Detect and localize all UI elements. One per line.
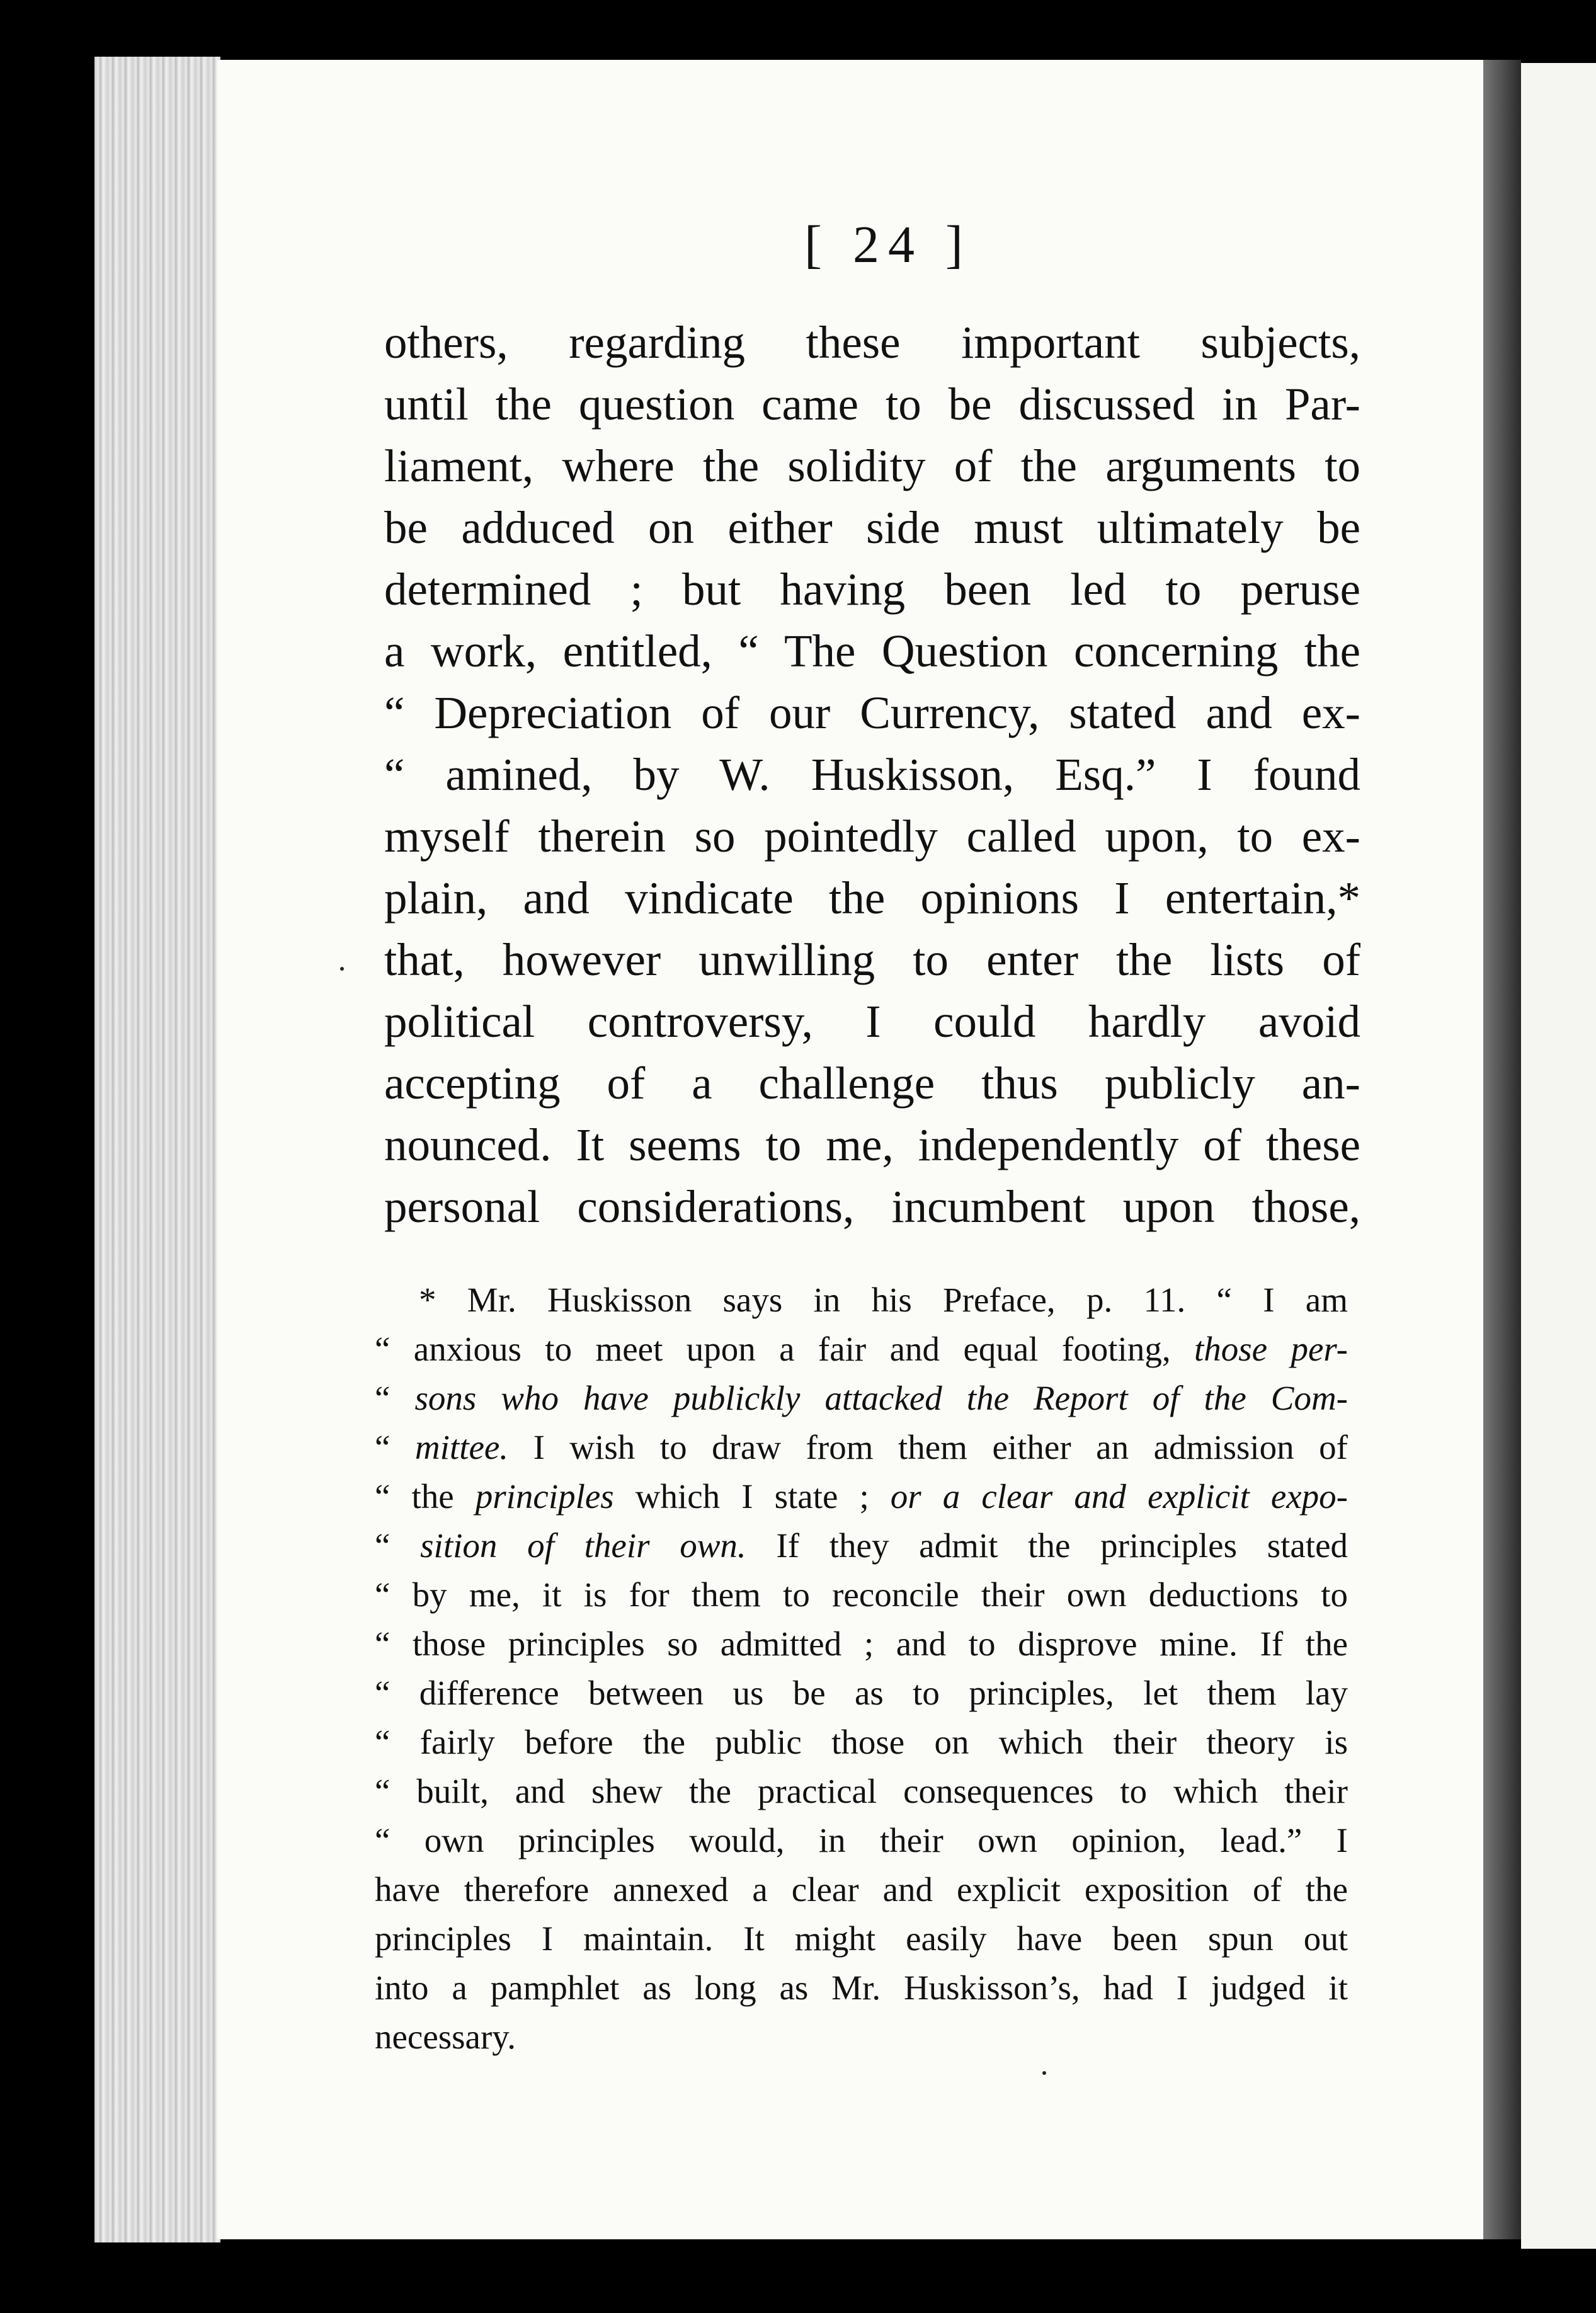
footnote-run: have therefore annexed a clear and explicit exposition of the	[375, 1870, 1348, 1909]
footnote-italic-run: sition of their own.	[420, 1526, 746, 1565]
footnote-block	[375, 1276, 1348, 2062]
footnote-run: which I state ;	[613, 1477, 891, 1516]
footnote-italic-run: sons who have publickly attacked the Report of the Com-	[414, 1379, 1348, 1417]
text-line: a work, entitled, “ The Question concerning the	[384, 625, 1360, 677]
footnote-run: into a pamphlet as long as Mr. Huskisson’s, had I judged it	[375, 1968, 1348, 2007]
footnote-line	[375, 1865, 1348, 1914]
footnote-line	[375, 1914, 1348, 1963]
footnote-run: “ by me, it is for them to reconcile their own deductions to	[375, 1575, 1348, 1614]
footnote-run: “	[375, 1526, 421, 1565]
main-text-block	[384, 312, 1360, 1238]
footnote-run: necessary.	[375, 2018, 516, 2056]
footnote-run: “ those principles so admitted ; and to disprove mine. If the	[375, 1625, 1348, 1663]
footnote-line	[375, 1570, 1348, 1619]
text-line: “ Depreciation of our Currency, stated and ex-	[384, 687, 1360, 738]
text-line: political controversy, I could hardly avoid	[384, 996, 1360, 1047]
text-line: accepting of a challenge thus publicly an-	[384, 1058, 1360, 1109]
text-line: plain, and vindicate the opinions I entertain,*	[384, 872, 1360, 923]
footnote-line	[375, 1718, 1348, 1767]
footnote-run: “	[375, 1379, 415, 1417]
footnote-line	[375, 1767, 1348, 1816]
footnote-run: “	[375, 1428, 415, 1466]
footnote-run: principles I maintain. It might easily have been spun out	[375, 1919, 1348, 1958]
footnote-run: “ fairly before the public those on which their theory is	[375, 1723, 1348, 1761]
footnote-italic-run: principles	[475, 1477, 614, 1516]
footnote-run: “ built, and shew the practical consequences to which their	[375, 1772, 1348, 1810]
text-line: liament, where the solidity of the arguments to	[384, 440, 1360, 491]
footnote-line	[375, 1619, 1348, 1669]
ink-speck	[340, 967, 344, 971]
footnote-line	[375, 1963, 1348, 2013]
footnote-line	[375, 1816, 1348, 1865]
footnote-line	[375, 1423, 1348, 1472]
footnote-run: If they admit the principles stated	[746, 1526, 1348, 1565]
footnote-italic-run: or a clear and explicit expo-	[890, 1477, 1348, 1516]
footnote-italic-run: those per-	[1194, 1330, 1348, 1368]
footnote-italic-run: mittee.	[414, 1428, 509, 1466]
footnote-line	[375, 1521, 1348, 1570]
footnote-line	[375, 1669, 1348, 1718]
footnote-run: “ difference between us be as to principles, let them lay	[375, 1674, 1348, 1712]
footnote-line	[375, 1325, 1348, 1374]
footnote-run: “ anxious to meet upon a fair and equal footing,	[375, 1330, 1194, 1368]
text-line: personal considerations, incumbent upon those,	[384, 1181, 1360, 1232]
footnote-run: “ the	[375, 1477, 476, 1516]
text-line: others, regarding these important subjects,	[384, 317, 1360, 368]
footnote-line	[375, 1276, 1348, 1325]
gutter-shadow	[1483, 60, 1521, 2239]
text-line: determined ; but having been led to peruse	[384, 564, 1360, 615]
footnote-run: “ own principles would, in their own opinion, lead.” I	[375, 1821, 1348, 1859]
text-line: myself therein so pointedly called upon, to ex-	[384, 811, 1360, 862]
footnote-run: * Mr. Huskisson says in his Preface, p. 11. “ I am	[419, 1281, 1348, 1319]
page-edges	[94, 57, 220, 2242]
text-line: until the question came to be discussed in Par-	[384, 379, 1360, 430]
text-line: “ amined, by W. Huskisson, Esq.” I found	[384, 749, 1360, 800]
facing-page-edge	[1521, 63, 1596, 2249]
ink-speck	[1042, 2071, 1046, 2075]
text-line: that, however unwilling to enter the lists of	[384, 934, 1360, 985]
text-line: nounced. It seems to me, independently of these	[384, 1119, 1360, 1170]
text-line: be adduced on either side must ultimately be	[384, 502, 1360, 553]
footnote-line	[375, 2013, 1348, 2062]
footnote-run: I wish to draw from them either an admission of	[508, 1428, 1348, 1466]
footnote-line	[375, 1374, 1348, 1423]
page-number: [ 24 ]	[804, 215, 972, 274]
footnote-line	[375, 1472, 1348, 1521]
